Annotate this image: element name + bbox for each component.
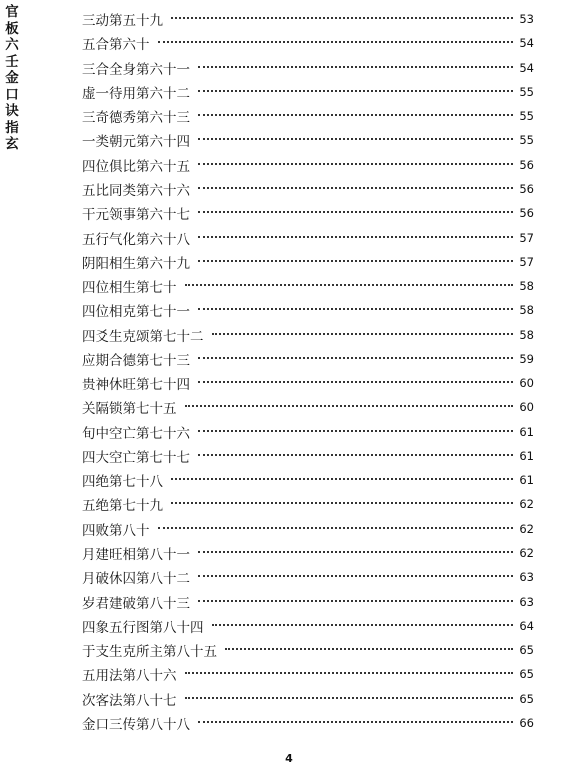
toc-entry-title: 五绝第七十九 [82,498,163,515]
dot-leader [198,308,513,310]
toc-entry [82,638,534,662]
page-number: 4 [285,752,293,765]
dot-leader [198,551,513,553]
dot-leader [198,236,513,238]
toc-entry-page: 60 [519,376,534,391]
toc-entry [82,274,534,298]
toc-entry-page: 61 [519,424,534,439]
toc-entry [82,541,534,565]
toc-entry-page: 62 [519,497,534,512]
toc-entry-title: 四败第八十 [82,522,150,539]
dot-leader [198,187,513,189]
dot-leader [171,478,513,480]
toc-entry-page: 65 [519,691,534,706]
toc-entry-page: 63 [519,594,534,609]
toc-entry-title: 干元领事第六十七 [82,207,190,224]
toc-entry [82,614,534,638]
dot-leader [212,624,514,626]
toc-entry [82,7,534,31]
toc-entry-page: 58 [519,303,534,318]
dot-leader [198,381,513,383]
dot-leader [198,138,513,140]
toc-entry-title: 四爻生克颂第七十二 [82,328,204,345]
toc-entry-title: 关隔锁第七十五 [82,401,177,418]
toc-entry [82,31,534,55]
toc-entry-title: 五用法第八十六 [82,668,177,685]
dot-leader [198,575,513,577]
running-head-book-title: 官板六壬金口诀指玄 [5,4,19,152]
toc-entry-page: 55 [519,84,534,99]
toc-entry-page: 53 [519,12,534,27]
toc-entry-title: 于支生克所主第八十五 [82,644,217,661]
toc-entry-page: 62 [519,521,534,536]
toc-entry-title: 四位俱比第六十五 [82,158,190,175]
toc-entry-title: 金口三传第八十八 [82,716,190,733]
toc-entry [82,104,534,128]
toc-entry-page: 65 [519,643,534,658]
toc-entry-title: 五比同类第六十六 [82,182,190,199]
toc-entry-page: 54 [519,36,534,51]
toc-entry [82,662,534,686]
toc-entry-title: 阴阳相生第六十九 [82,255,190,272]
toc-entry-page: 57 [519,230,534,245]
toc-entry [82,492,534,516]
dot-leader [198,357,513,359]
toc-entry-page: 55 [519,133,534,148]
toc-entry-title: 贵神休旺第七十四 [82,377,190,394]
toc-entry [82,371,534,395]
toc-entry-page: 65 [519,667,534,682]
toc-entry [82,686,534,710]
dot-leader [198,454,513,456]
dot-leader [198,600,513,602]
toc-entry [82,225,534,249]
dot-leader [198,211,513,213]
toc-entry [82,128,534,152]
toc-entry-page: 63 [519,570,534,585]
toc-entry-page: 56 [519,181,534,196]
dot-leader [185,405,514,407]
toc-entry-title: 四绝第七十八 [82,474,163,491]
dot-leader [198,90,513,92]
toc-entry [82,444,534,468]
toc-entry-page: 66 [519,715,534,730]
toc-entry-title: 四位相克第七十一 [82,304,190,321]
toc-entry [82,565,534,589]
toc-entry-title: 四象五行图第八十四 [82,619,204,636]
dot-leader [185,672,514,674]
toc-entry [82,589,534,613]
toc-entry [82,711,534,735]
toc-entry [82,250,534,274]
toc-entry-page: 64 [519,618,534,633]
toc-entry [82,517,534,541]
toc-entry-title: 月破休囚第八十二 [82,571,190,588]
dot-leader [171,502,513,504]
toc-entry-title: 三合全身第六十一 [82,61,190,78]
dot-leader [198,721,513,723]
toc-entry [82,177,534,201]
dot-leader [198,430,513,432]
toc-entry-page: 56 [519,206,534,221]
toc-entry-title: 旬中空亡第七十六 [82,425,190,442]
toc-entry-page: 60 [519,400,534,415]
toc-entry-title: 三奇德秀第六十三 [82,110,190,127]
toc-entry-title: 四位相生第七十 [82,280,177,297]
toc-entry-title: 五行气化第六十八 [82,231,190,248]
toc-entry [82,201,534,225]
dot-leader [225,648,513,650]
toc-entry [82,322,534,346]
toc-entry [82,153,534,177]
toc-entry-page: 56 [519,157,534,172]
dot-leader [198,163,513,165]
toc-entry-page: 61 [519,473,534,488]
dot-leader [158,527,514,529]
toc-entry-page: 58 [519,327,534,342]
toc-entry-title: 次客法第八十七 [82,692,177,709]
toc-entry-page: 59 [519,351,534,366]
toc-entry [82,298,534,322]
dot-leader [198,260,513,262]
dot-leader [158,41,514,43]
toc-entry [82,56,534,80]
dot-leader [198,114,513,116]
toc-entry [82,420,534,444]
toc-entry-page: 55 [519,109,534,124]
toc-entry-title: 岁君建破第八十三 [82,595,190,612]
toc-entry-title: 应期合德第七十三 [82,352,190,369]
toc-entry [82,468,534,492]
toc-entry-page: 54 [519,60,534,75]
toc-entry-title: 三动第五十九 [82,13,163,30]
toc-entry-page: 62 [519,545,534,560]
toc-entry-title: 一类朝元第六十四 [82,134,190,151]
dot-leader [171,17,513,19]
toc-entry [82,80,534,104]
toc-entry-page: 57 [519,254,534,269]
toc-entry-title: 虚一待用第六十二 [82,85,190,102]
toc-entry-title: 四大空亡第七十七 [82,449,190,466]
dot-leader [212,333,514,335]
dot-leader [185,697,514,699]
toc-entry [82,395,534,419]
dot-leader [185,284,514,286]
toc-entry-title: 月建旺相第八十一 [82,546,190,563]
dot-leader [198,66,513,68]
toc-entry-page: 61 [519,448,534,463]
table-of-contents [82,7,534,735]
toc-entry-page: 58 [519,279,534,294]
toc-entry [82,347,534,371]
toc-entry-title: 五合第六十 [82,37,150,54]
